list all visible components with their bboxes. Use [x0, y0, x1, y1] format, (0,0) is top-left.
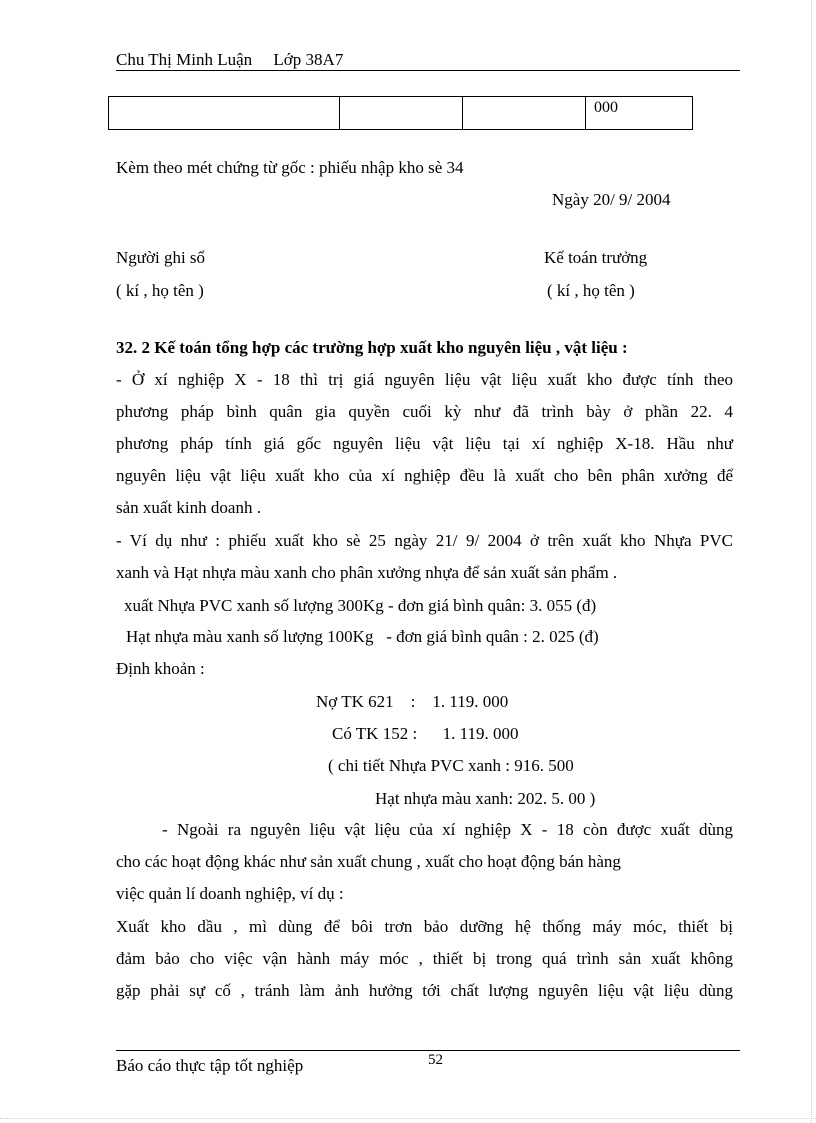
table-cell — [340, 97, 463, 130]
footer-divider — [116, 1050, 740, 1051]
table-row — [109, 97, 693, 130]
paragraph-line: sản xuất kinh doanh . — [116, 498, 261, 517]
table-cell — [463, 97, 586, 130]
entry-credit: Có TK 152 : 1. 119. 000 — [332, 724, 519, 743]
table-fragment — [108, 96, 693, 130]
paragraph-line: phương pháp tính giá gốc nguyên liệu vật liệu tại xí nghiệp X-18. Hầu như — [116, 434, 733, 453]
header-author: Chu Thị Minh Luận — [116, 50, 253, 69]
signature-right-note: ( kí , họ tên ) — [547, 281, 635, 300]
footer-title: Báo cáo thực tập tốt nghiệp — [116, 1056, 304, 1075]
section-heading: 32. 2 Kế toán tổng hợp các trường hợp xuất kho nguyên liệu , vật liệu : — [116, 338, 628, 357]
paragraph-line: Xuất kho dầu , mì dùng để bôi trơn bảo dưỡng hệ thống máy móc, thiết bị — [116, 917, 733, 936]
paragraph-line: phương pháp bình quân gia quyền cuối kỳ như đã trình bày ở phần 22. 4 — [116, 402, 733, 421]
header-divider — [116, 70, 740, 71]
page-number: 52 — [428, 1052, 443, 1068]
signature-right-title: Kế toán trưởng — [544, 248, 648, 267]
document-date: Ngày 20/ 9/ 2004 — [552, 190, 671, 209]
paragraph-line: đảm bảo cho việc vận hành máy móc , thiết bị trong quá trình sản xuất không — [116, 949, 733, 968]
entry-detail: ( chi tiết Nhựa PVC xanh : 916. 500 — [328, 756, 574, 775]
table-cell: 000 — [586, 97, 693, 130]
entry-detail: Hạt nhựa màu xanh: 202. 5. 00 ) — [375, 789, 596, 808]
paragraph-line: cho các hoạt động khác như sản xuất chung , xuất cho hoạt động bán hàng — [116, 852, 621, 871]
signature-left-note: ( kí , họ tên ) — [116, 281, 204, 300]
signature-left-title: Người ghi sổ — [116, 248, 206, 267]
paragraph-line: - Ở xí nghiệp X - 18 thì trị giá nguyên liệu vật liệu xuất kho được tính theo — [116, 370, 733, 389]
paragraph-line: nguyên liệu vật liệu xuất kho của xí nghiệp đều là xuất cho bên phân xưởng để — [116, 466, 733, 485]
detail-line: xuất Nhựa PVC xanh số lượng 300Kg - đơn giá bình quân: 3. 055 (đ) — [124, 596, 597, 615]
detail-line: Hạt nhựa màu xanh số lượng 100Kg - đơn giá bình quân : 2. 025 (đ) — [126, 627, 599, 646]
page-edge-right — [811, 0, 812, 1123]
paragraph-line: xanh và Hạt nhựa màu xanh cho phân xưởng nhựa để sản xuất sản phẩm . — [116, 563, 618, 582]
header-class: Lớp 38A7 — [273, 50, 344, 69]
running-header — [116, 50, 343, 70]
entry-debit: Nợ TK 621 : 1. 119. 000 — [316, 692, 509, 711]
entry-label: Định khoản : — [116, 659, 205, 678]
attachment-note: Kèm theo mét chứng từ gốc : phiếu nhập kho sè 34 — [116, 158, 464, 177]
paragraph-line: - Ngoài ra nguyên liệu vật liệu của xí nghiệp X - 18 còn được xuất dùng — [162, 820, 733, 839]
table-cell — [109, 97, 340, 130]
page-edge-bottom — [0, 1118, 816, 1119]
paragraph-line: gặp phải sự cố , tránh làm ảnh hưởng tới chất lượng nguyên liệu vật liệu dùng — [116, 981, 733, 1000]
paragraph-line: việc quản lí doanh nghiệp, ví dụ : — [116, 884, 344, 903]
paragraph-line: - Ví dụ như : phiếu xuất kho sè 25 ngày 21/ 9/ 2004 ở trên xuất kho Nhựa PVC — [116, 531, 733, 550]
